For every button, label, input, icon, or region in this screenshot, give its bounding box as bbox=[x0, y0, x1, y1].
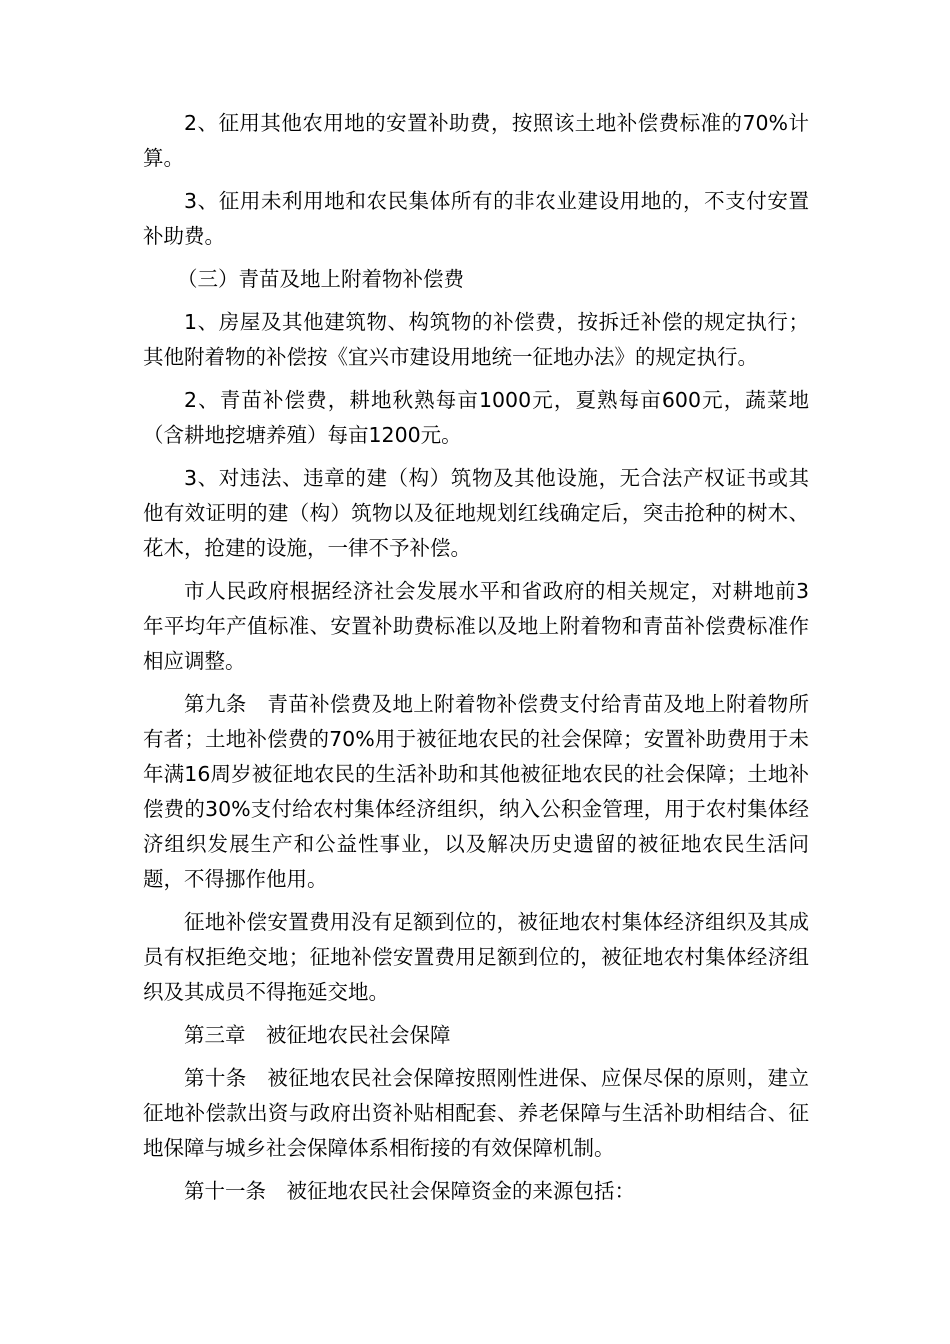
section-heading-crops-attachments: （三）青苗及地上附着物补偿费 bbox=[177, 267, 464, 291]
article-11: 第十一条 被征地农民社会保障资金的来源包括： bbox=[184, 1179, 635, 1203]
paragraph-illegal-structures: 3、对违法、违章的建（构）筑物及其他设施，无合法产权证书或其他有效证明的建（构）筑物以及征地规划红线确定后，突击抢种的树木、花木，抢建的设施，一律不予补偿。 bbox=[143, 466, 809, 560]
paragraph-resettlement-unused-land: 3、征用未利用地和农民集体所有的非农业建设用地的，不支付安置补助费。 bbox=[143, 189, 809, 248]
paragraph-building-compensation: 1、房屋及其他建筑物、构筑物的补偿费，按拆迁补偿的规定执行；其他附着物的补偿按《宜兴市建设用地统一征地办法》的规定执行。 bbox=[143, 310, 809, 369]
paragraph-crop-compensation-rates: 2、青苗补偿费，耕地秋熟每亩1000元，夏熟每亩600元，蔬菜地（含耕地挖塘养殖）每亩1200元。 bbox=[143, 388, 809, 447]
document-body bbox=[143, 106, 809, 1217]
chapter-3-heading: 第三章 被征地农民社会保障 bbox=[184, 1023, 451, 1047]
article-9: 第九条 青苗补偿费及地上附着物补偿费支付给青苗及地上附着物所有者；土地补偿费的70%用于被征地农民的社会保障；安置补助费用于未年满16周岁被征地农民的生活补助和其他被征地农民的社会保障；土地补偿费的30%支付给农村集体经济组织，纳入公积金管理，用于农村集体经济组织发展生产和公益性事业，以及解决历史遗留的被征地农民生活问题，不得挪作他用。 bbox=[143, 692, 809, 891]
paragraph-standard-adjustment: 市人民政府根据经济社会发展水平和省政府的相关规定，对耕地前3年平均年产值标准、安置补助费标准以及地上附着物和青苗补偿费标准作相应调整。 bbox=[143, 579, 809, 673]
paragraph-resettlement-other-farmland: 2、征用其他农用地的安置补助费，按照该土地补偿费标准的70%计算。 bbox=[143, 111, 809, 170]
paragraph-land-handover: 征地补偿安置费用没有足额到位的，被征地农村集体经济组织及其成员有权拒绝交地；征地补偿安置费用足额到位的，被征地农村集体经济组织及其成员不得拖延交地。 bbox=[143, 910, 809, 1004]
article-10: 第十条 被征地农民社会保障按照刚性进保、应保尽保的原则，建立征地补偿款出资与政府出资补贴相配套、养老保障与生活补助相结合、征地保障与城乡社会保障体系相衔接的有效保障机制。 bbox=[143, 1066, 809, 1160]
